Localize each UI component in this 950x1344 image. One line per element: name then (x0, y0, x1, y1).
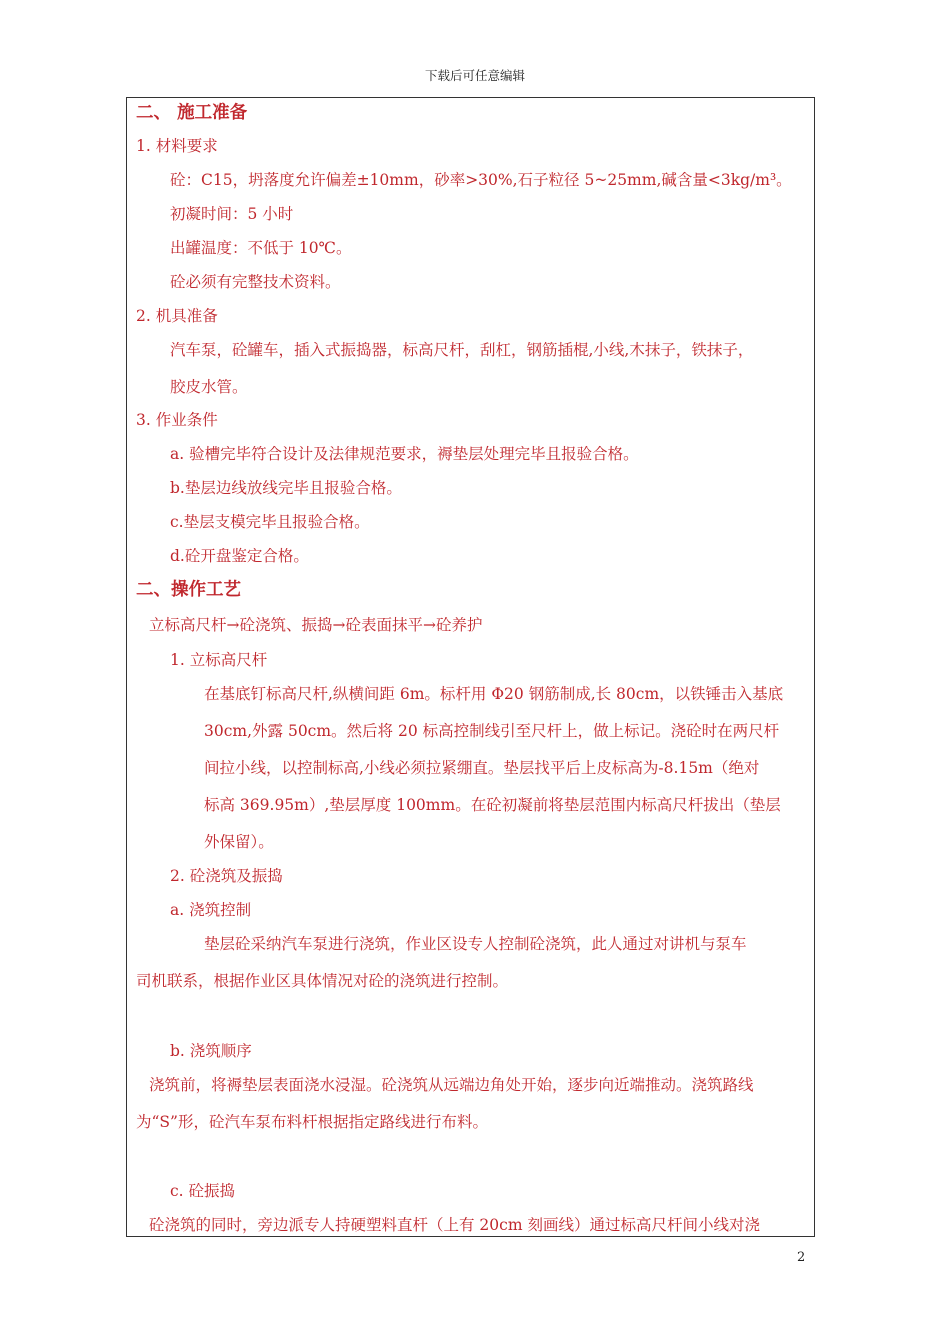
step-1-line-5: 外保留）。 (204, 833, 274, 851)
sub-c-title: c. 砼振捣 (170, 1182, 236, 1200)
document-frame (126, 97, 815, 1237)
step-1-line-2: 30cm,外露 50cm。然后将 20 标高控制线引至尺杆上，做上标记。浇砼时在两尺杆 (204, 722, 780, 740)
tools-line-2: 胶皮水管。 (170, 378, 248, 396)
step-1-line-1: 在基底钉标高尺杆,纵横间距 6m。标杆用 Φ20 钢筋制成,长 80cm，以铁锤击入基底 (204, 685, 784, 703)
sub-a-line-1: 垫层砼采纳汽车泵进行浇筑，作业区设专人控制砼浇筑，此人通过对讲机与泵车 (204, 935, 747, 953)
material-documents: 砼必须有完整技术资料。 (170, 273, 341, 291)
condition-c: c.垫层支模完毕且报验合格。 (170, 513, 370, 531)
step-2-title: 2. 砼浇筑及振捣 (170, 867, 283, 885)
step-1-title: 1. 立标高尺杆 (170, 651, 268, 669)
material-initial-set: 初凝时间：5 小时 (170, 205, 294, 223)
sub-a-line-2: 司机联系，根据作业区具体情况对砼的浇筑进行控制。 (136, 972, 509, 990)
condition-b: b.垫层边线放线完毕且报验合格。 (170, 479, 402, 497)
item-material-title: 1. 材料要求 (136, 137, 218, 155)
sub-b-title: b. 浇筑顺序 (170, 1042, 252, 1060)
material-temperature: 出罐温度：不低于 10℃。 (170, 239, 352, 257)
section-heading-process: 二、操作工艺 (136, 580, 241, 600)
tools-line-1: 汽车泵，砼罐车，插入式振捣器，标高尺杆，刮杠，钢筋插棍,小线,木抹子，铁抹子， (170, 341, 754, 359)
material-concrete: 砼：C15，坍落度允许偏差±10mm，砂率>30%,石子粒径 5~25mm,碱含量<3kg/m³。 (170, 171, 792, 189)
item-tools-title: 2. 机具准备 (136, 307, 218, 325)
section-heading-prep: 二、 施工准备 (136, 103, 248, 123)
sub-a-title: a. 浇筑控制 (170, 901, 252, 919)
page-number: 2 (797, 1250, 806, 1265)
condition-d: d.砼开盘鉴定合格。 (170, 547, 309, 565)
sub-b-line-2: 为“S”形，砼汽车泵布料杆根据指定路线进行布料。 (136, 1113, 488, 1131)
sub-c-line-1: 砼浇筑的同时，旁边派专人持硬塑料直杆（上有 20cm 刻画线）通过标高尺杆间小线对浇 (149, 1216, 760, 1234)
process-flow: 立标高尺杆→砼浇筑、振捣→砼表面抹平→砼养护 (149, 616, 483, 634)
header-note: 下载后可任意编辑 (424, 68, 525, 83)
item-conditions-title: 3. 作业条件 (136, 411, 218, 429)
step-1-line-4: 标高 369.95m）,垫层厚度 100mm。在砼初凝前将垫层范围内标高尺杆拔出（垫层 (204, 796, 781, 814)
condition-a: a. 验槽完毕符合设计及法律规范要求，褥垫层处理完毕且报验合格。 (170, 445, 639, 463)
step-1-line-3: 间拉小线，以控制标高,小线必须拉紧绷直。垫层找平后上皮标高为-8.15m（绝对 (204, 759, 760, 777)
sub-b-line-1: 浇筑前，将褥垫层表面浇水浸湿。砼浇筑从远端边角处开始，逐步向近端推动。浇筑路线 (149, 1076, 754, 1094)
